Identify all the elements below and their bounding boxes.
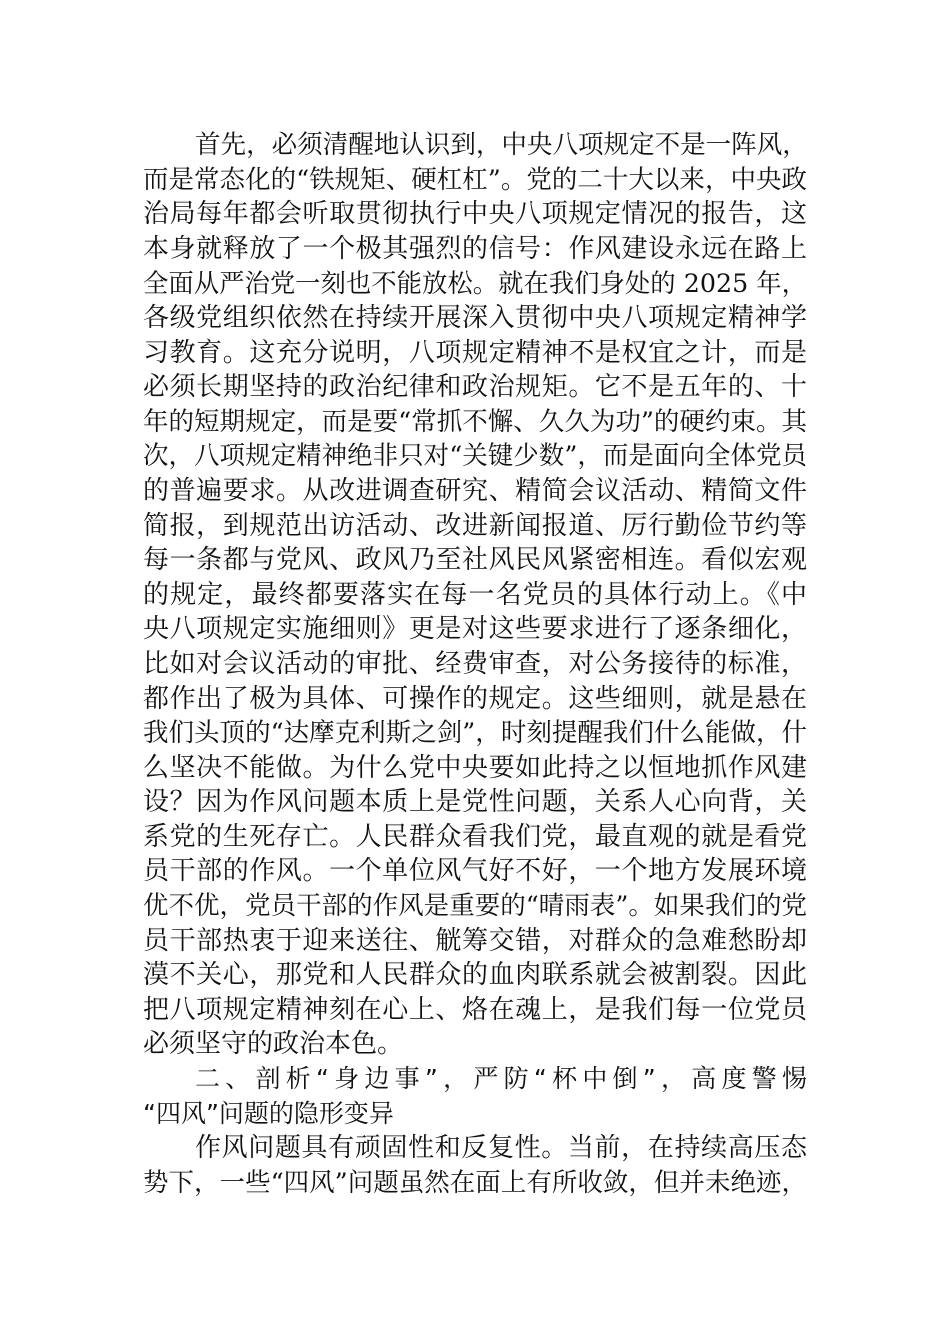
paragraph-line: 都作出了极为具体、可操作的规定。这些细则，就是悬在 xyxy=(143,683,807,714)
paragraph-line: 央八项规定实施细则》更是对这些要求进行了逐条细化， xyxy=(143,614,807,645)
section-heading-2 xyxy=(143,1062,807,1131)
paragraph-1 xyxy=(143,128,807,1062)
paragraph-line: 首先，必须清醒地认识到，中央八项规定不是一阵风， xyxy=(195,130,808,160)
paragraph-line: 员干部热衷于迎来送往、觥筹交错，对群众的急难愁盼却 xyxy=(143,925,807,956)
paragraph-line: 而是常态化的“铁规矩、硬杠杠”。党的二十大以来，中央政 xyxy=(143,164,807,195)
paragraph-line: 每一条都与党风、政风乃至社风民风紧密相连。看似宏观 xyxy=(143,545,807,576)
paragraph-line: 把八项规定精神刻在心上、烙在魂上，是我们每一位党员 xyxy=(143,994,807,1025)
paragraph-line: 作风问题具有顽固性和反复性。当前，在持续高压态 xyxy=(195,1133,807,1164)
paragraph-line: 各级党组织依然在持续开展深入贯彻中央八项规定精神学 xyxy=(143,302,807,333)
paragraph-line: 系党的生死存亡。人民群众看我们党，最直观的就是看党 xyxy=(143,821,807,852)
paragraph-3 xyxy=(143,1131,807,1200)
document-body xyxy=(143,128,807,1200)
paragraph-line: 必须长期坚持的政治纪律和政治规矩。它不是五年的、十 xyxy=(143,372,807,403)
paragraph-line: 员干部的作风。一个单位风气好不好，一个地方发展环境 xyxy=(143,856,807,887)
paragraph-line: 设？因为作风问题本质上是党性问题，关系人心向背，关 xyxy=(143,787,807,818)
paragraph-line: 次，八项规定精神绝非只对“关键少数”，而是面向全体党员 xyxy=(143,441,807,472)
paragraph-line: 漠不关心，那党和人民群众的血肉联系就会被割裂。因此 xyxy=(143,960,807,991)
paragraph-line: 优不优，党员干部的作风是重要的“晴雨表”。如果我们的党 xyxy=(143,891,807,922)
heading-line: “四风”问题的隐形变异 xyxy=(143,1098,394,1128)
paragraph-line: 年的短期规定，而是要“常抓不懈、久久为功”的硬约束。其 xyxy=(143,406,807,437)
paragraph-line: 治局每年都会听取贯彻执行中央八项规定情况的报告，这 xyxy=(143,199,807,230)
paragraph-line: 本身就释放了一个极其强烈的信号：作风建设永远在路上 xyxy=(143,233,807,264)
paragraph-line: 习教育。这充分说明，八项规定精神不是权宜之计，而是 xyxy=(143,337,807,368)
paragraph-line: 必须坚守的政治本色。 xyxy=(143,1029,404,1060)
paragraph-line: 的规定，最终都要落实在每一名党员的具体行动上。《中 xyxy=(143,579,807,610)
paragraph-line: 简报，到规范出访活动、改进新闻报道、厉行勤俭节约等 xyxy=(143,510,807,541)
paragraph-line: 全面从严治党一刻也不能放松。就在我们身处的 2025 年， xyxy=(143,268,807,299)
paragraph-line: 么坚决不能做。为什么党中央要如此持之以恒地抓作风建 xyxy=(143,752,807,783)
paragraph-line: 的普遍要求。从改进调查研究、精简会议活动、精简文件 xyxy=(143,475,807,506)
paragraph-line: 我们头顶的“达摩克利斯之剑”，时刻提醒我们什么能做，什 xyxy=(143,718,807,749)
paragraph-line: 势下，一些“四风”问题虽然在面上有所收敛，但并未绝迹， xyxy=(143,1167,807,1198)
heading-line: 二、剖析“身边事”，严防“杯中倒”，高度警惕 xyxy=(195,1064,807,1094)
paragraph-line: 比如对会议活动的审批、经费审查，对公务接待的标准， xyxy=(143,648,807,679)
